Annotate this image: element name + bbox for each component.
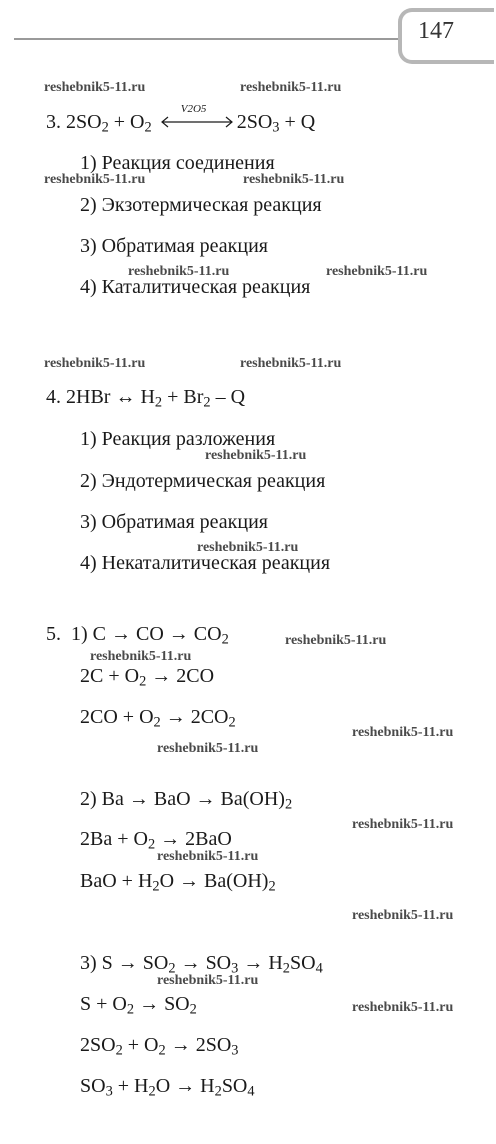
formula-part: 2SO	[66, 111, 102, 133]
formula-part: O → H	[155, 1075, 215, 1097]
watermark: reshebnik5-11.ru	[285, 633, 387, 648]
subscript: 2	[115, 1042, 123, 1059]
subscript: 2	[282, 960, 290, 977]
subscript: 2	[158, 1042, 166, 1059]
subscript: 2	[203, 394, 211, 411]
watermark: reshebnik5-11.ru	[352, 1000, 454, 1015]
formula-part: SO	[221, 1075, 248, 1097]
task4-item: 2) Эндотермическая реакция	[80, 470, 326, 492]
formula-part: + Q	[284, 111, 316, 133]
task4-equation	[46, 386, 245, 409]
formula-part: 2CO + O	[80, 706, 154, 728]
formula-part: 2Ba + O	[80, 828, 148, 850]
subscript: 2	[168, 960, 176, 977]
formula-part: 3) S → SO	[80, 952, 169, 974]
watermark: reshebnik5-11.ru	[90, 649, 192, 664]
watermark: reshebnik5-11.ru	[352, 817, 454, 832]
watermark: reshebnik5-11.ru	[352, 725, 454, 740]
task3-equation	[46, 103, 316, 136]
watermark: reshebnik5-11.ru	[240, 80, 342, 95]
subscript: 4	[247, 1083, 255, 1100]
task5-chain	[80, 788, 292, 811]
watermark: reshebnik5-11.ru	[352, 908, 454, 923]
watermark: reshebnik5-11.ru	[44, 356, 146, 371]
task5-equation	[80, 870, 276, 893]
formula-part: + O	[122, 1034, 159, 1056]
formula-part: + O	[113, 111, 145, 133]
task3-item: 4) Каталитическая реакция	[80, 276, 311, 298]
watermark: reshebnik5-11.ru	[44, 172, 146, 187]
catalyst-label: V2O5	[180, 103, 207, 116]
subscript: 2	[153, 714, 161, 731]
subscript: 2	[214, 1083, 222, 1100]
formula-part: → SO	[134, 993, 190, 1015]
header-rule	[14, 38, 400, 40]
task5-chain	[80, 952, 323, 975]
formula-part: SO	[290, 952, 316, 974]
task4-item: 4) Некаталитическая реакция	[80, 552, 331, 574]
formula-part: → 2BaO	[155, 828, 232, 850]
formula-part: O → Ba(OH)	[159, 870, 269, 892]
formula-part: + Br	[167, 386, 204, 408]
task4-item: 1) Реакция разложения	[80, 428, 276, 450]
subscript: 2	[152, 878, 160, 895]
formula-part: 2) Ba → BaO → Ba(OH)	[80, 788, 285, 810]
subscript: 2	[148, 1083, 156, 1100]
formula-part: → 2CO	[146, 665, 215, 687]
page-number: 147	[418, 18, 454, 44]
task5-equation	[80, 1034, 239, 1057]
watermark: reshebnik5-11.ru	[128, 264, 230, 279]
formula-part: – Q	[215, 386, 246, 408]
watermark: reshebnik5-11.ru	[197, 540, 299, 555]
formula-part: + H	[112, 1075, 149, 1097]
subscript: 2	[139, 673, 147, 690]
subscript: 2	[228, 714, 236, 731]
subscript: 3	[231, 960, 239, 977]
watermark: reshebnik5-11.ru	[157, 973, 259, 988]
subscript: 2	[144, 119, 152, 136]
formula-part: 2SO	[236, 111, 273, 133]
watermark: reshebnik5-11.ru	[243, 172, 345, 187]
watermark: reshebnik5-11.ru	[157, 849, 259, 864]
formula-part: S + O	[80, 993, 127, 1015]
task5-chain	[71, 623, 229, 646]
task4-item: 3) Обратимая реакция	[80, 511, 268, 533]
task5-number: 5.	[46, 623, 61, 645]
task3-number: 3.	[46, 111, 61, 133]
subscript: 2	[147, 836, 156, 853]
formula-part: → SO	[175, 952, 232, 974]
subscript: 3	[272, 119, 280, 136]
task3-item: 3) Обратимая реакция	[80, 235, 268, 257]
watermark: reshebnik5-11.ru	[44, 80, 146, 95]
subscript: 2	[268, 878, 276, 895]
formula-part: → 2CO	[160, 706, 229, 728]
watermark: reshebnik5-11.ru	[205, 448, 307, 463]
subscript: 2	[101, 119, 109, 136]
subscript: 4	[315, 960, 323, 977]
task5-equation	[80, 828, 232, 851]
subscript: 3	[105, 1083, 113, 1100]
watermark: reshebnik5-11.ru	[326, 264, 428, 279]
subscript: 2	[284, 796, 293, 813]
reversible-arrow-icon	[159, 115, 235, 129]
formula-part: SO	[80, 1075, 106, 1097]
task5-equation	[80, 1075, 255, 1098]
subscript: 2	[221, 631, 229, 648]
formula-part: 1) C → CO → CO	[71, 623, 222, 645]
task5-equation	[80, 665, 214, 688]
formula-part: → 2SO	[165, 1034, 232, 1056]
task4-number: 4.	[46, 386, 61, 408]
formula-part: 2SO	[80, 1034, 116, 1056]
watermark: reshebnik5-11.ru	[157, 741, 259, 756]
watermark: reshebnik5-11.ru	[240, 356, 342, 371]
formula-part: 2C + O	[80, 665, 140, 687]
task5-equation	[80, 993, 197, 1016]
formula-part: → H	[238, 952, 283, 974]
formula-part: 2HBr ↔ H	[66, 386, 155, 408]
task3-item: 1) Реакция соединения	[80, 152, 275, 174]
subscript: 2	[189, 1001, 197, 1018]
subscript: 3	[231, 1042, 239, 1059]
subscript: 2	[126, 1001, 135, 1018]
task5-equation	[80, 706, 236, 729]
reversible-arrow-with-catalyst	[159, 103, 235, 133]
formula-part: BaO + H	[80, 870, 153, 892]
task3-item: 2) Экзотермическая реакция	[80, 194, 322, 216]
subscript: 2	[154, 394, 163, 411]
